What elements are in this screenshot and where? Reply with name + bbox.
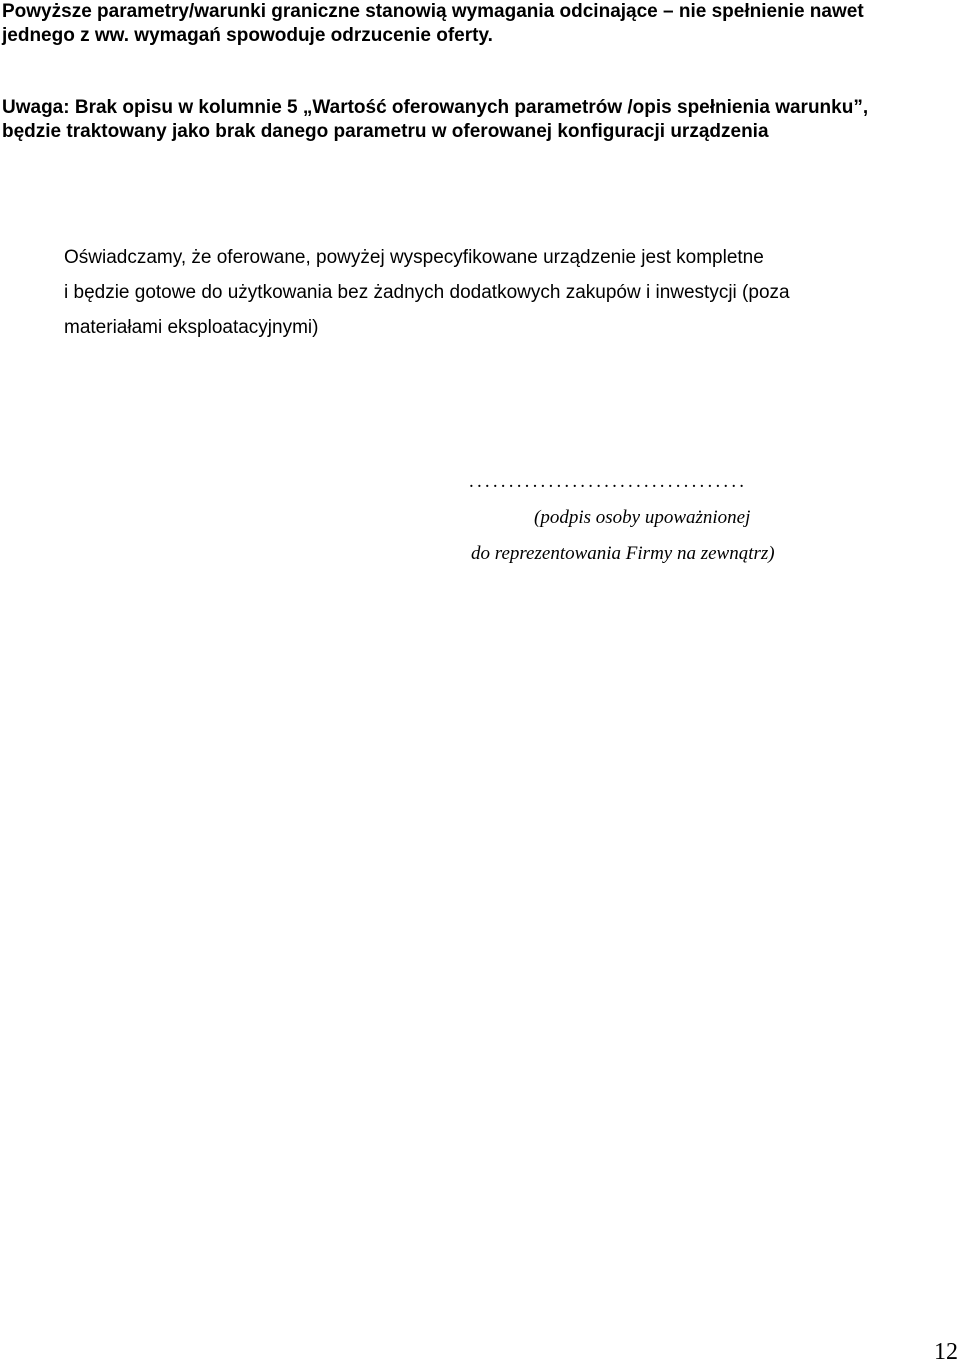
signature-caption-line-2: do reprezentowania Firmy na zewnątrz)	[471, 543, 775, 564]
warning-note-line-1: Uwaga: Brak opisu w kolumnie 5 „Wartość oferowanych parametrów /opis spełnienia warunku”,	[2, 97, 869, 118]
declaration-line-1: Oświadczamy, że oferowane, powyżej wyspecyfikowane urządzenie jest kompletne	[64, 247, 764, 268]
declaration-line-2: i będzie gotowe do użytkowania bez żadnych dodatkowych zakupów i inwestycji (poza	[64, 282, 790, 303]
declaration-line-3: materiałami eksploatacyjnymi)	[64, 317, 319, 338]
requirements-note-line-2: jednego z ww. wymagań spowoduje odrzucenie oferty.	[2, 25, 493, 46]
signature-caption-line-1: (podpis osoby upoważnionej	[534, 507, 751, 528]
signature-line: ...................................	[469, 471, 748, 492]
warning-note-line-2: będzie traktowany jako brak danego parametru w oferowanej konfiguracji urządzenia	[2, 121, 769, 142]
page-number: 12	[934, 1339, 958, 1365]
requirements-note-line-1: Powyższe parametry/warunki graniczne stanowią wymagania odcinające – nie spełnienie nawet	[2, 1, 864, 22]
